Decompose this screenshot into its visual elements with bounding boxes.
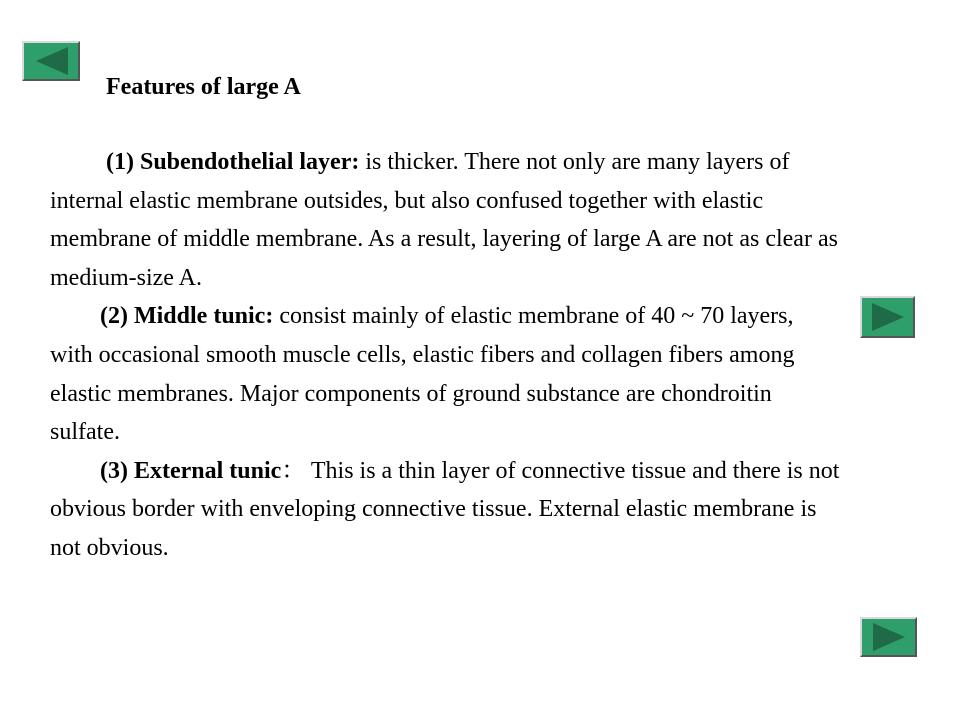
paragraph-label: (2) Middle tunic: xyxy=(100,303,274,330)
triangle-right-icon xyxy=(862,619,915,655)
paragraph-external-tunic xyxy=(50,452,840,568)
paragraph-label: (3) External tunic xyxy=(100,457,282,484)
paragraph-text: consist mainly of elastic membrane of 40 ~ 70 layers, with occasional smooth muscle cells, elastic fibers and collagen fibers among elastic membranes. Major components of ground substance are chondroitin sulfate. xyxy=(50,303,795,446)
paragraph-text: ： This is a thin layer of connective tissue and there is not obvious border with enveloping connective tissue. External elastic membrane is not obvious. xyxy=(50,457,840,561)
body-text xyxy=(50,143,840,568)
triangle-left-icon xyxy=(24,43,78,79)
triangle-right-icon xyxy=(862,298,913,336)
next-page-button[interactable] xyxy=(860,617,917,657)
back-button[interactable] xyxy=(22,41,80,81)
next-button[interactable] xyxy=(860,296,915,338)
paragraph-label: (1) Subendothelial layer: xyxy=(106,149,360,175)
paragraph-middle-tunic xyxy=(50,297,840,451)
page-title: Features of large A xyxy=(106,74,301,100)
paragraph-text: is thicker. There not only are many layers of internal elastic membrane outsides, but also confused together with elastic membrane of middle membrane. As a result, layering of large A are not as clear as medium-size A. xyxy=(50,149,838,291)
paragraph-subendothelial-layer xyxy=(50,143,840,297)
